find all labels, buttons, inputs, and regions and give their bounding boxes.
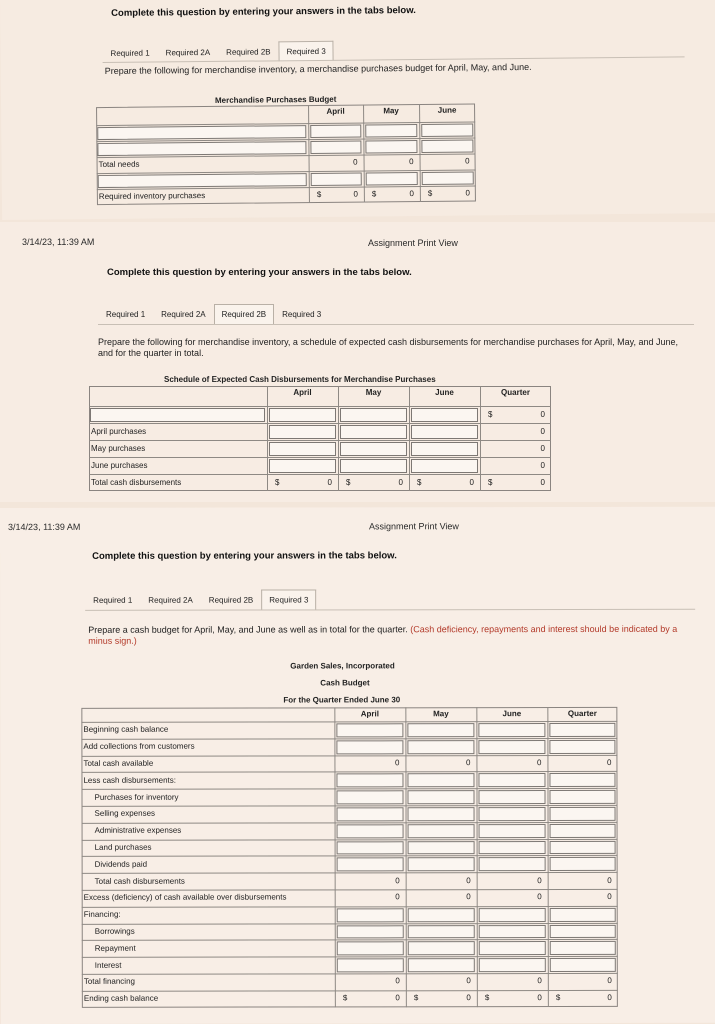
amount-input[interactable] <box>310 125 361 138</box>
column-header-quarter: Quarter <box>567 708 597 719</box>
column-divider <box>267 386 268 491</box>
row-label: Purchases for inventory <box>94 792 179 802</box>
tab-required-3[interactable]: Required 3 <box>282 310 322 319</box>
amount-input[interactable] <box>408 858 475 872</box>
tab-required-2a[interactable]: Required 2A <box>161 310 206 319</box>
row-label: Land purchases <box>94 842 152 852</box>
row-label: Total cash available <box>83 758 154 768</box>
amount-input[interactable] <box>550 958 616 972</box>
amount-value: 0 <box>540 409 545 419</box>
column-header-may: May <box>383 106 399 116</box>
amount-input[interactable] <box>411 459 478 473</box>
amount-input[interactable] <box>550 925 616 939</box>
amount-value: 0 <box>353 157 358 167</box>
prompt-text: Prepare the following for merchandise inventory, a merchandise purchases budget for April, May, and June. <box>104 61 532 76</box>
amount-value: 0 <box>466 892 471 902</box>
row-label: Ending cash balance <box>83 993 159 1004</box>
amount-value: 0 <box>465 188 470 198</box>
amount-value: 0 <box>398 477 403 487</box>
amount-value: 0 <box>469 477 474 487</box>
amount-input[interactable] <box>337 958 404 972</box>
dollar-sign: $ <box>488 409 493 419</box>
amount-input[interactable] <box>549 790 615 804</box>
amount-value: 0 <box>465 758 471 768</box>
amount-input[interactable] <box>365 124 417 137</box>
tab-required-1[interactable]: Required 1 <box>93 595 133 605</box>
tab-divider <box>85 609 695 611</box>
prompt-text: Prepare the following for merchandise inventory, a schedule of expected cash disbursements for merchandise purchases for April, May, and June, and for the quarter in total. <box>98 337 678 358</box>
amount-input[interactable] <box>337 841 404 855</box>
amount-input[interactable] <box>549 723 615 737</box>
row-label: Selling expenses <box>94 809 156 819</box>
column-header-may: May <box>365 388 382 397</box>
row-label-input[interactable] <box>98 173 307 188</box>
amount-input[interactable] <box>411 408 478 422</box>
amount-input[interactable] <box>479 807 546 821</box>
amount-value: 0 <box>607 892 612 902</box>
amount-input[interactable] <box>336 790 403 804</box>
amount-input[interactable] <box>550 857 616 871</box>
amount-value: 0 <box>537 875 542 885</box>
column-header-june: June <box>502 709 522 719</box>
page-3 <box>0 507 715 1024</box>
dollar-sign: $ <box>488 477 493 487</box>
row-label: Interest <box>94 960 122 970</box>
amount-input[interactable] <box>269 408 336 422</box>
amount-input[interactable] <box>478 790 545 804</box>
intro-text: Complete this question by entering your answers in the tabs below. <box>111 5 416 19</box>
column-divider <box>480 386 481 491</box>
row-label: Dividends paid <box>94 859 148 869</box>
amount-input[interactable] <box>411 425 478 439</box>
dollar-sign: $ <box>417 477 422 487</box>
column-header-quarter: Quarter <box>501 388 530 397</box>
tab-divider <box>98 324 694 325</box>
amount-input[interactable] <box>479 958 546 972</box>
amount-input[interactable] <box>550 841 616 855</box>
print-view-title: Assignment Print View <box>368 238 458 248</box>
tab-required-1[interactable]: Required 1 <box>110 48 150 58</box>
amount-input[interactable] <box>478 740 545 754</box>
tab-required-3[interactable]: Required 3 <box>279 41 334 62</box>
table-title: Merchandise Purchases Budget <box>214 94 337 105</box>
row-label: Borrowings <box>94 926 135 936</box>
row-label: Less cash disbursements: <box>83 775 176 785</box>
row-label: Add collections from customers <box>83 741 195 752</box>
amount-input[interactable] <box>421 139 473 152</box>
amount-input[interactable] <box>408 824 475 838</box>
row-label: May purchases <box>91 443 146 453</box>
amount-input[interactable] <box>478 723 545 737</box>
amount-value: 0 <box>466 875 471 885</box>
amount-input[interactable] <box>365 140 417 153</box>
amount-value: 0 <box>409 189 414 199</box>
amount-value: 0 <box>466 993 471 1003</box>
row-label-input[interactable] <box>90 408 265 422</box>
dollar-sign: $ <box>371 189 377 199</box>
amount-input[interactable] <box>422 171 474 184</box>
dollar-sign: $ <box>413 993 419 1003</box>
amount-value: 0 <box>353 189 358 199</box>
row-label: Excess (deficiency) of cash available over disbursements <box>83 892 287 903</box>
amount-input[interactable] <box>340 425 407 439</box>
row-label-input[interactable] <box>97 125 306 140</box>
amount-input[interactable] <box>407 790 474 804</box>
row-divider <box>89 423 551 424</box>
print-view-title: Assignment Print View <box>369 521 459 532</box>
intro-text: Complete this question by entering your answers in the tabs below. <box>107 267 412 278</box>
amount-input[interactable] <box>407 723 474 737</box>
row-label: Financing: <box>83 909 121 920</box>
amount-input[interactable] <box>337 908 404 922</box>
amount-input[interactable] <box>366 172 418 185</box>
column-header-april: April <box>326 106 345 116</box>
amount-value: 0 <box>540 460 545 470</box>
amount-value: 0 <box>394 758 400 768</box>
amount-input[interactable] <box>479 925 546 939</box>
row-divider <box>89 474 551 475</box>
tab-bar <box>85 589 316 609</box>
amount-input[interactable] <box>269 459 336 473</box>
row-label: Total financing <box>83 977 135 987</box>
amount-input[interactable] <box>479 824 546 838</box>
amount-input[interactable] <box>336 774 403 788</box>
dollar-sign: $ <box>484 993 490 1003</box>
amount-input[interactable] <box>408 942 475 956</box>
column-divider <box>338 386 339 491</box>
amount-value: 0 <box>395 892 400 902</box>
table-title: Schedule of Expected Cash Disbursements for Merchandise Purchases <box>164 375 436 384</box>
dollar-sign: $ <box>346 477 351 487</box>
amount-input[interactable] <box>337 858 404 872</box>
dollar-sign: $ <box>316 189 322 199</box>
amount-input[interactable] <box>550 824 616 838</box>
amount-input[interactable] <box>340 408 407 422</box>
row-label: Total needs <box>98 159 140 170</box>
column-divider <box>409 386 410 491</box>
column-header-may: May <box>433 709 449 719</box>
column-header-april: April <box>360 709 379 719</box>
prompt-main: Prepare a cash budget for April, May, and June as well as in total for the quarter. <box>88 624 408 635</box>
amount-input[interactable] <box>408 841 475 855</box>
timestamp: 3/14/23, 11:39 AM <box>8 521 81 532</box>
tab-required-2a[interactable]: Required 2A <box>165 47 211 58</box>
row-label: Administrative expenses <box>94 825 182 836</box>
row-label: Total cash disbursements <box>91 477 182 487</box>
tab-bar <box>98 304 329 324</box>
amount-value: 0 <box>540 426 545 436</box>
budget-period: For the Quarter Ended June 30 <box>283 695 401 705</box>
amount-input[interactable] <box>340 459 407 473</box>
amount-input[interactable] <box>408 807 475 821</box>
amount-input[interactable] <box>479 857 546 871</box>
prompt-text <box>88 624 693 647</box>
column-header-april: April <box>293 388 312 397</box>
page-1 <box>0 0 715 220</box>
row-label: June purchases <box>91 460 148 470</box>
amount-value: 0 <box>395 976 400 986</box>
amount-input[interactable] <box>479 941 546 955</box>
dollar-sign: $ <box>275 477 280 487</box>
amount-input[interactable] <box>340 442 407 456</box>
amount-input[interactable] <box>337 807 404 821</box>
amount-value: 0 <box>395 993 400 1003</box>
intro-text: Complete this question by entering your answers in the tabs below. <box>92 550 397 562</box>
amount-input[interactable] <box>336 723 403 737</box>
amount-value: 0 <box>327 477 332 487</box>
amount-input[interactable] <box>407 740 474 754</box>
company-name: Garden Sales, Incorporated <box>290 661 395 671</box>
tab-required-3[interactable]: Required 3 <box>261 589 316 609</box>
row-label: Required inventory purchases <box>98 191 206 202</box>
amount-value: 0 <box>395 875 400 885</box>
amount-input[interactable] <box>269 442 336 456</box>
amount-input[interactable] <box>310 141 361 154</box>
amount-value: 0 <box>607 976 612 986</box>
row-divider <box>89 440 551 441</box>
row-divider <box>89 457 551 458</box>
amount-input[interactable] <box>311 173 362 186</box>
amount-input[interactable] <box>337 942 404 956</box>
column-header-june: June <box>437 105 457 115</box>
row-label-input[interactable] <box>97 141 306 156</box>
amount-value: 0 <box>466 976 471 986</box>
amount-input[interactable] <box>408 925 475 939</box>
amount-value: 0 <box>540 477 545 487</box>
row-divider <box>89 406 551 407</box>
amount-input[interactable] <box>549 773 615 787</box>
amount-input[interactable] <box>478 773 545 787</box>
row-label: Total cash disbursements <box>94 876 185 886</box>
dollar-sign: $ <box>555 993 561 1003</box>
amount-input[interactable] <box>337 925 404 939</box>
amount-value: 0 <box>537 892 542 902</box>
timestamp: 3/14/23, 11:39 AM <box>22 237 95 247</box>
prompt-note: (Cash deficiency, repayments and interest should be indicated by a minus sign.) <box>88 623 678 646</box>
amount-input[interactable] <box>411 442 478 456</box>
amount-value: 0 <box>607 875 612 885</box>
amount-input[interactable] <box>407 774 474 788</box>
dollar-sign: $ <box>427 188 433 198</box>
amount-input[interactable] <box>479 908 546 922</box>
amount-input[interactable] <box>408 908 475 922</box>
amount-input[interactable] <box>479 841 546 855</box>
amount-value: 0 <box>606 757 612 767</box>
row-label: Beginning cash balance <box>83 725 169 735</box>
amount-input[interactable] <box>337 824 404 838</box>
tab-required-2b[interactable]: Required 2B <box>226 47 271 57</box>
tab-required-2a[interactable]: Required 2A <box>148 595 193 605</box>
page-2 <box>0 222 715 502</box>
amount-value: 0 <box>607 993 612 1003</box>
row-label: Repayment <box>94 943 136 953</box>
tab-required-1[interactable]: Required 1 <box>106 310 146 319</box>
amount-value: 0 <box>540 443 545 453</box>
amount-input[interactable] <box>408 958 475 972</box>
amount-input[interactable] <box>549 740 615 754</box>
tab-required-2b[interactable]: Required 2B <box>208 595 254 605</box>
amount-value: 0 <box>537 976 542 986</box>
amount-value: 0 <box>409 157 414 167</box>
amount-input[interactable] <box>550 908 616 922</box>
amount-input[interactable] <box>269 425 336 439</box>
budget-title: Cash Budget <box>320 678 370 688</box>
amount-value: 0 <box>465 156 470 166</box>
row-label: April purchases <box>91 426 147 436</box>
tab-required-2b[interactable]: Required 2B <box>214 304 274 324</box>
amount-input[interactable] <box>421 123 473 136</box>
amount-input[interactable] <box>336 740 403 754</box>
dollar-sign: $ <box>342 993 348 1003</box>
amount-input[interactable] <box>550 941 616 955</box>
amount-value: 0 <box>536 758 542 768</box>
amount-input[interactable] <box>550 807 616 821</box>
column-header-june: June <box>435 388 454 397</box>
amount-value: 0 <box>537 993 542 1003</box>
